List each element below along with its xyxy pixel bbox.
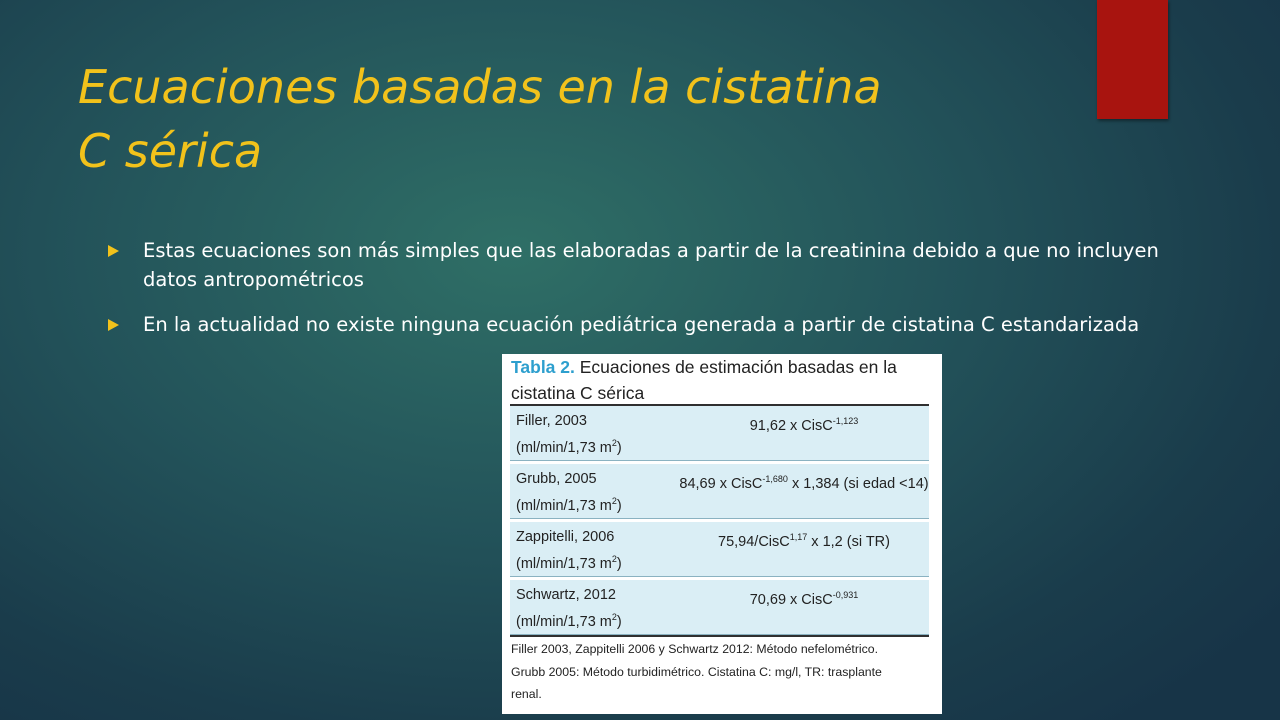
table-caption — [511, 354, 931, 406]
table-row — [510, 522, 929, 577]
equation-formula — [674, 410, 934, 437]
equation-formula — [674, 584, 934, 611]
equation-unit — [516, 440, 622, 456]
table-row — [510, 580, 929, 635]
unit-close: ) — [616, 497, 622, 514]
footnote-line: Filler 2003, Zappitelli 2006 y Schwartz 2012: Método nefelométrico. — [511, 642, 879, 656]
unit-text: (ml/min/1,73 m — [516, 497, 612, 514]
triangle-bullet-icon — [108, 245, 119, 257]
footnote-line: Grubb 2005: Método turbidimétrico. Cistatina C: mg/l, TR: trasplante — [511, 664, 882, 679]
table-bottom-rule — [510, 635, 929, 637]
bullet-item — [108, 236, 1168, 294]
formula-suffix: x 1,384 (si edad <14) — [787, 475, 929, 492]
equation-author: Zappitelli, 2006 — [516, 529, 615, 545]
equation-unit — [516, 556, 622, 572]
title-line-1: Ecuaciones basadas en la cistatina — [78, 60, 882, 114]
table-row — [510, 464, 929, 519]
equation-unit — [516, 614, 622, 630]
unit-text: (ml/min/1,73 m — [516, 439, 612, 456]
bullet-list — [108, 236, 1168, 355]
unit-exponent: 2 — [611, 496, 617, 506]
formula-exponent: 1,17 — [789, 532, 808, 542]
unit-close: ) — [616, 439, 622, 456]
footnote-line: renal. — [511, 687, 542, 701]
equation-formula — [674, 526, 934, 553]
bullet-text: Estas ecuaciones son más simples que las elaboradas a partir de la creatinina debido a que no incluyen datos antropométricos — [143, 239, 1159, 291]
unit-text: (ml/min/1,73 m — [516, 555, 612, 572]
equation-unit — [516, 498, 622, 514]
unit-close: ) — [616, 555, 622, 572]
unit-text: (ml/min/1,73 m — [516, 613, 612, 630]
equation-author: Filler, 2003 — [516, 413, 587, 429]
unit-exponent: 2 — [611, 554, 617, 564]
bullet-item — [108, 310, 1168, 339]
title-line-2: C sérica — [78, 124, 263, 178]
formula-base: 75,94/CisC — [718, 533, 790, 550]
formula-exponent: -1,680 — [762, 474, 788, 484]
triangle-bullet-icon — [108, 319, 119, 331]
unit-exponent: 2 — [611, 612, 617, 622]
equation-name — [516, 526, 622, 575]
table-row — [510, 406, 929, 461]
table-title: Ecuaciones de estimación basadas en la — [574, 357, 897, 377]
slide-title — [78, 55, 1078, 183]
formula-suffix: x 1,2 (si TR) — [807, 533, 890, 550]
equation-name — [516, 410, 622, 459]
equation-formula — [674, 468, 934, 495]
formula-base: 84,69 x CisC — [679, 475, 763, 492]
table-label: Tabla 2. — [511, 357, 575, 377]
equations-table-image — [502, 354, 942, 714]
formula-base: 70,69 x CisC — [749, 591, 833, 608]
formula-base: 91,62 x CisC — [749, 417, 833, 434]
equation-author: Schwartz, 2012 — [516, 587, 616, 603]
formula-exponent: -0,931 — [832, 590, 859, 600]
unit-close: ) — [616, 613, 622, 630]
equation-author: Grubb, 2005 — [516, 471, 597, 487]
bullet-text: En la actualidad no existe ninguna ecuación pediátrica generada a partir de cistatina C estandarizada — [143, 313, 1140, 336]
table-title-line-2: cistatina C sérica — [511, 383, 645, 403]
unit-exponent: 2 — [611, 438, 617, 448]
table-footnote — [511, 638, 936, 706]
equation-name — [516, 584, 622, 633]
formula-exponent: -1,123 — [832, 416, 859, 426]
accent-bar — [1097, 0, 1168, 119]
equation-name — [516, 468, 622, 517]
